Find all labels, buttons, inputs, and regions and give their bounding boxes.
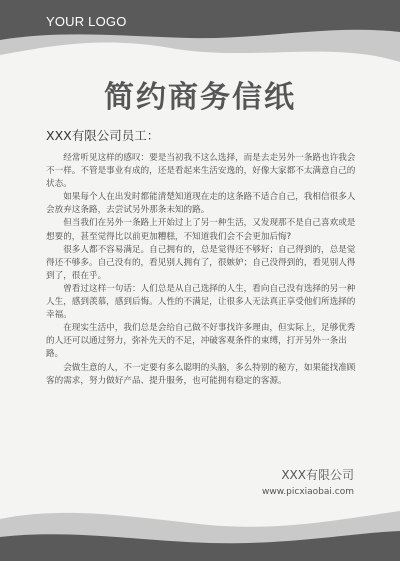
footer-wave-band (0, 501, 400, 561)
paragraph: 在现实生活中，我们总是会给自己做不好事找许多理由，但实际上，足够优秀的人还可以通过努力，弥补先天的不足，冲破客观条件的束缚，打开另外一条出路。 (46, 323, 356, 360)
signature-website[interactable]: www.picxiaobai.com (262, 487, 354, 497)
header-wave-band (0, 0, 400, 80)
paragraph: 很多人都不容易满足。自己拥有的，总是觉得还不够好；自己得到的，总是觉得还不够多。自己没有的，看见别人拥有了，很嫉妒；自己没得到的，看见别人得到了，很在乎。 (46, 244, 356, 281)
paragraph: 经常听见这样的感叹：要是当初我不这么选择，而是去走另外一条路也许我会不一样。不管是事业有成的，还是看起来生活安逸的，好像大家都不太满意自己的状态。 (46, 153, 356, 190)
salutation: XXX有限公司员工： (46, 128, 160, 143)
page-title: 简约商务信纸 (104, 80, 296, 115)
paragraph: 如果每个人在出发时都能清楚知道现在走的这条路不适合自己，我相信很多人会放弃这条路，去尝试另外那条未知的路。 (46, 192, 356, 216)
signature-company: XXX有限公司 (281, 468, 354, 482)
logo-text: YOUR LOGO (46, 14, 127, 29)
letter-body (46, 152, 356, 388)
paragraph: 会做生意的人，不一定要有多么聪明的头脑，多么特别的秘方，如果能找准顾客的需求，努力做好产品、提升服务，也可能拥有稳定的客源。 (46, 362, 356, 386)
paragraph: 但当我们在另外一条路上开始过上了另一种生活，又发现那不是自己喜欢或是想要的，甚至觉得比以前更加糟糕，不知道我们会不会更加后悔? (46, 218, 356, 242)
paragraph: 曾看过这样一句话：人们总是从自己选择的人生，看向自己没有选择的另一种人生，感到羡慕，感到后悔。人性的不满足，让很多人无法真正享受他们所选择的幸福。 (46, 283, 356, 321)
